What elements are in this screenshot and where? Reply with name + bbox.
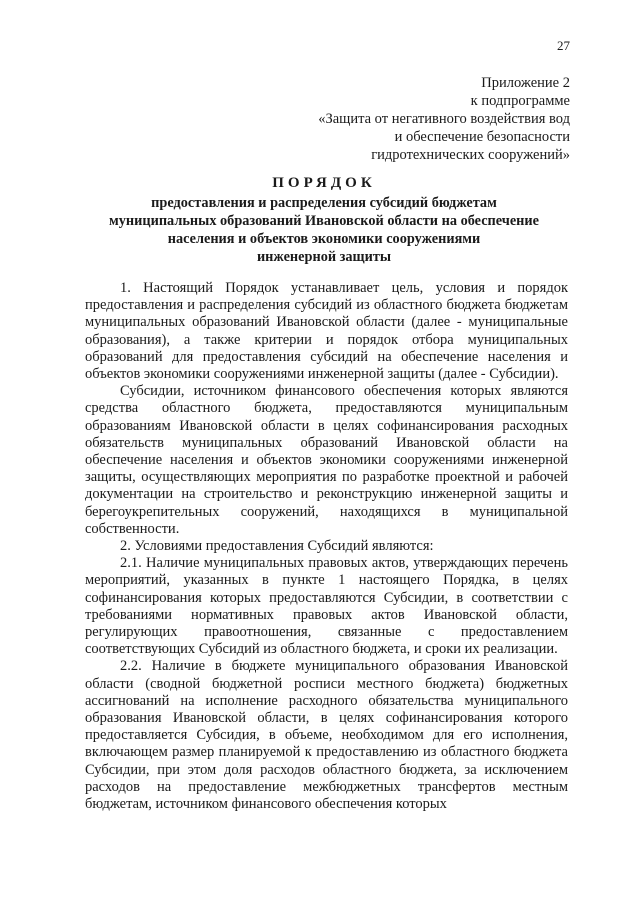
subtitle-line: населения и объектов экономики сооружениями <box>167 231 481 247</box>
paragraph: Субсидии, источником финансового обеспечения которых являются средства областного бюджета, предоставляются муниципальным образованиям Ивановской области в целях софинансирования расходных обязательств муниципальных образований Ивановской области на обеспечение населения и объектов экономики сооружениями инженерной защиты, осуществляющих мероприятия по разработке проектной и рабочей документации на строительство и реконструкцию инженерной защиты и берегоукрепительных сооружений, находящихся в муниципальной собственности. <box>85 383 568 537</box>
document-subtitle <box>80 194 568 266</box>
paragraph: 2.1. Наличие муниципальных правовых актов, утверждающих перечень мероприятий, указанных в пункте 1 настоящего Порядка, в целях софинансирования которых предоставляются Субсидии, в соответствии с требованиями нормативных правовых актов Ивановской области, регулирующих правоотношения, связанные с предоставлением соответствующих Субсидий из областного бюджета, и сроки их реализации. <box>85 555 568 658</box>
appendix-line: к подпрограмме <box>470 93 570 109</box>
page-number: 27 <box>557 38 570 53</box>
document-title: ПОРЯДОК <box>272 175 376 191</box>
subtitle-line: предоставления и распределения субсидий бюджетам <box>151 195 497 211</box>
document-heading <box>80 174 568 266</box>
subtitle-line: муниципальных образований Ивановской области на обеспечение <box>108 213 539 229</box>
subtitle-line: инженерной защиты <box>256 249 392 265</box>
appendix-line: «Защита от негативного воздействия вод <box>318 111 570 127</box>
appendix-note <box>318 74 570 164</box>
appendix-line: гидротехнических сооружений» <box>371 147 570 163</box>
appendix-line: Приложение 2 <box>481 75 570 91</box>
document-body <box>85 280 568 813</box>
appendix-line: и обеспечение безопасности <box>394 129 570 145</box>
paragraph: 1. Настоящий Порядок устанавливает цель, условия и порядок предоставления и распределения субсидий из областного бюджета бюджетам муниципальных образований Ивановской области (далее - муниципальные образования), а также критерии и порядок отбора муниципальных образований для предоставления субсидий на обеспечение населения и объектов экономики сооружениями инженерной защиты (далее - Субсидии). <box>85 280 568 383</box>
paragraph: 2.2. Наличие в бюджете муниципального образования Ивановской области (сводной бюджетной росписи местного бюджета) бюджетных ассигнований на исполнение расходного обязательства муниципального образования Ивановской области, в целях софинансирования которого предоставляется Субсидия, в объеме, необходимом для его исполнения, включающем размер планируемой к предоставлению из областного бюджета Субсидии, при этом доля расходов областного бюджета, за исключением расходов на предоставление межбюджетных трансфертов местным бюджетам, источником финансового обеспечения которых <box>85 658 568 813</box>
paragraph: 2. Условиями предоставления Субсидий являются: <box>120 538 434 555</box>
